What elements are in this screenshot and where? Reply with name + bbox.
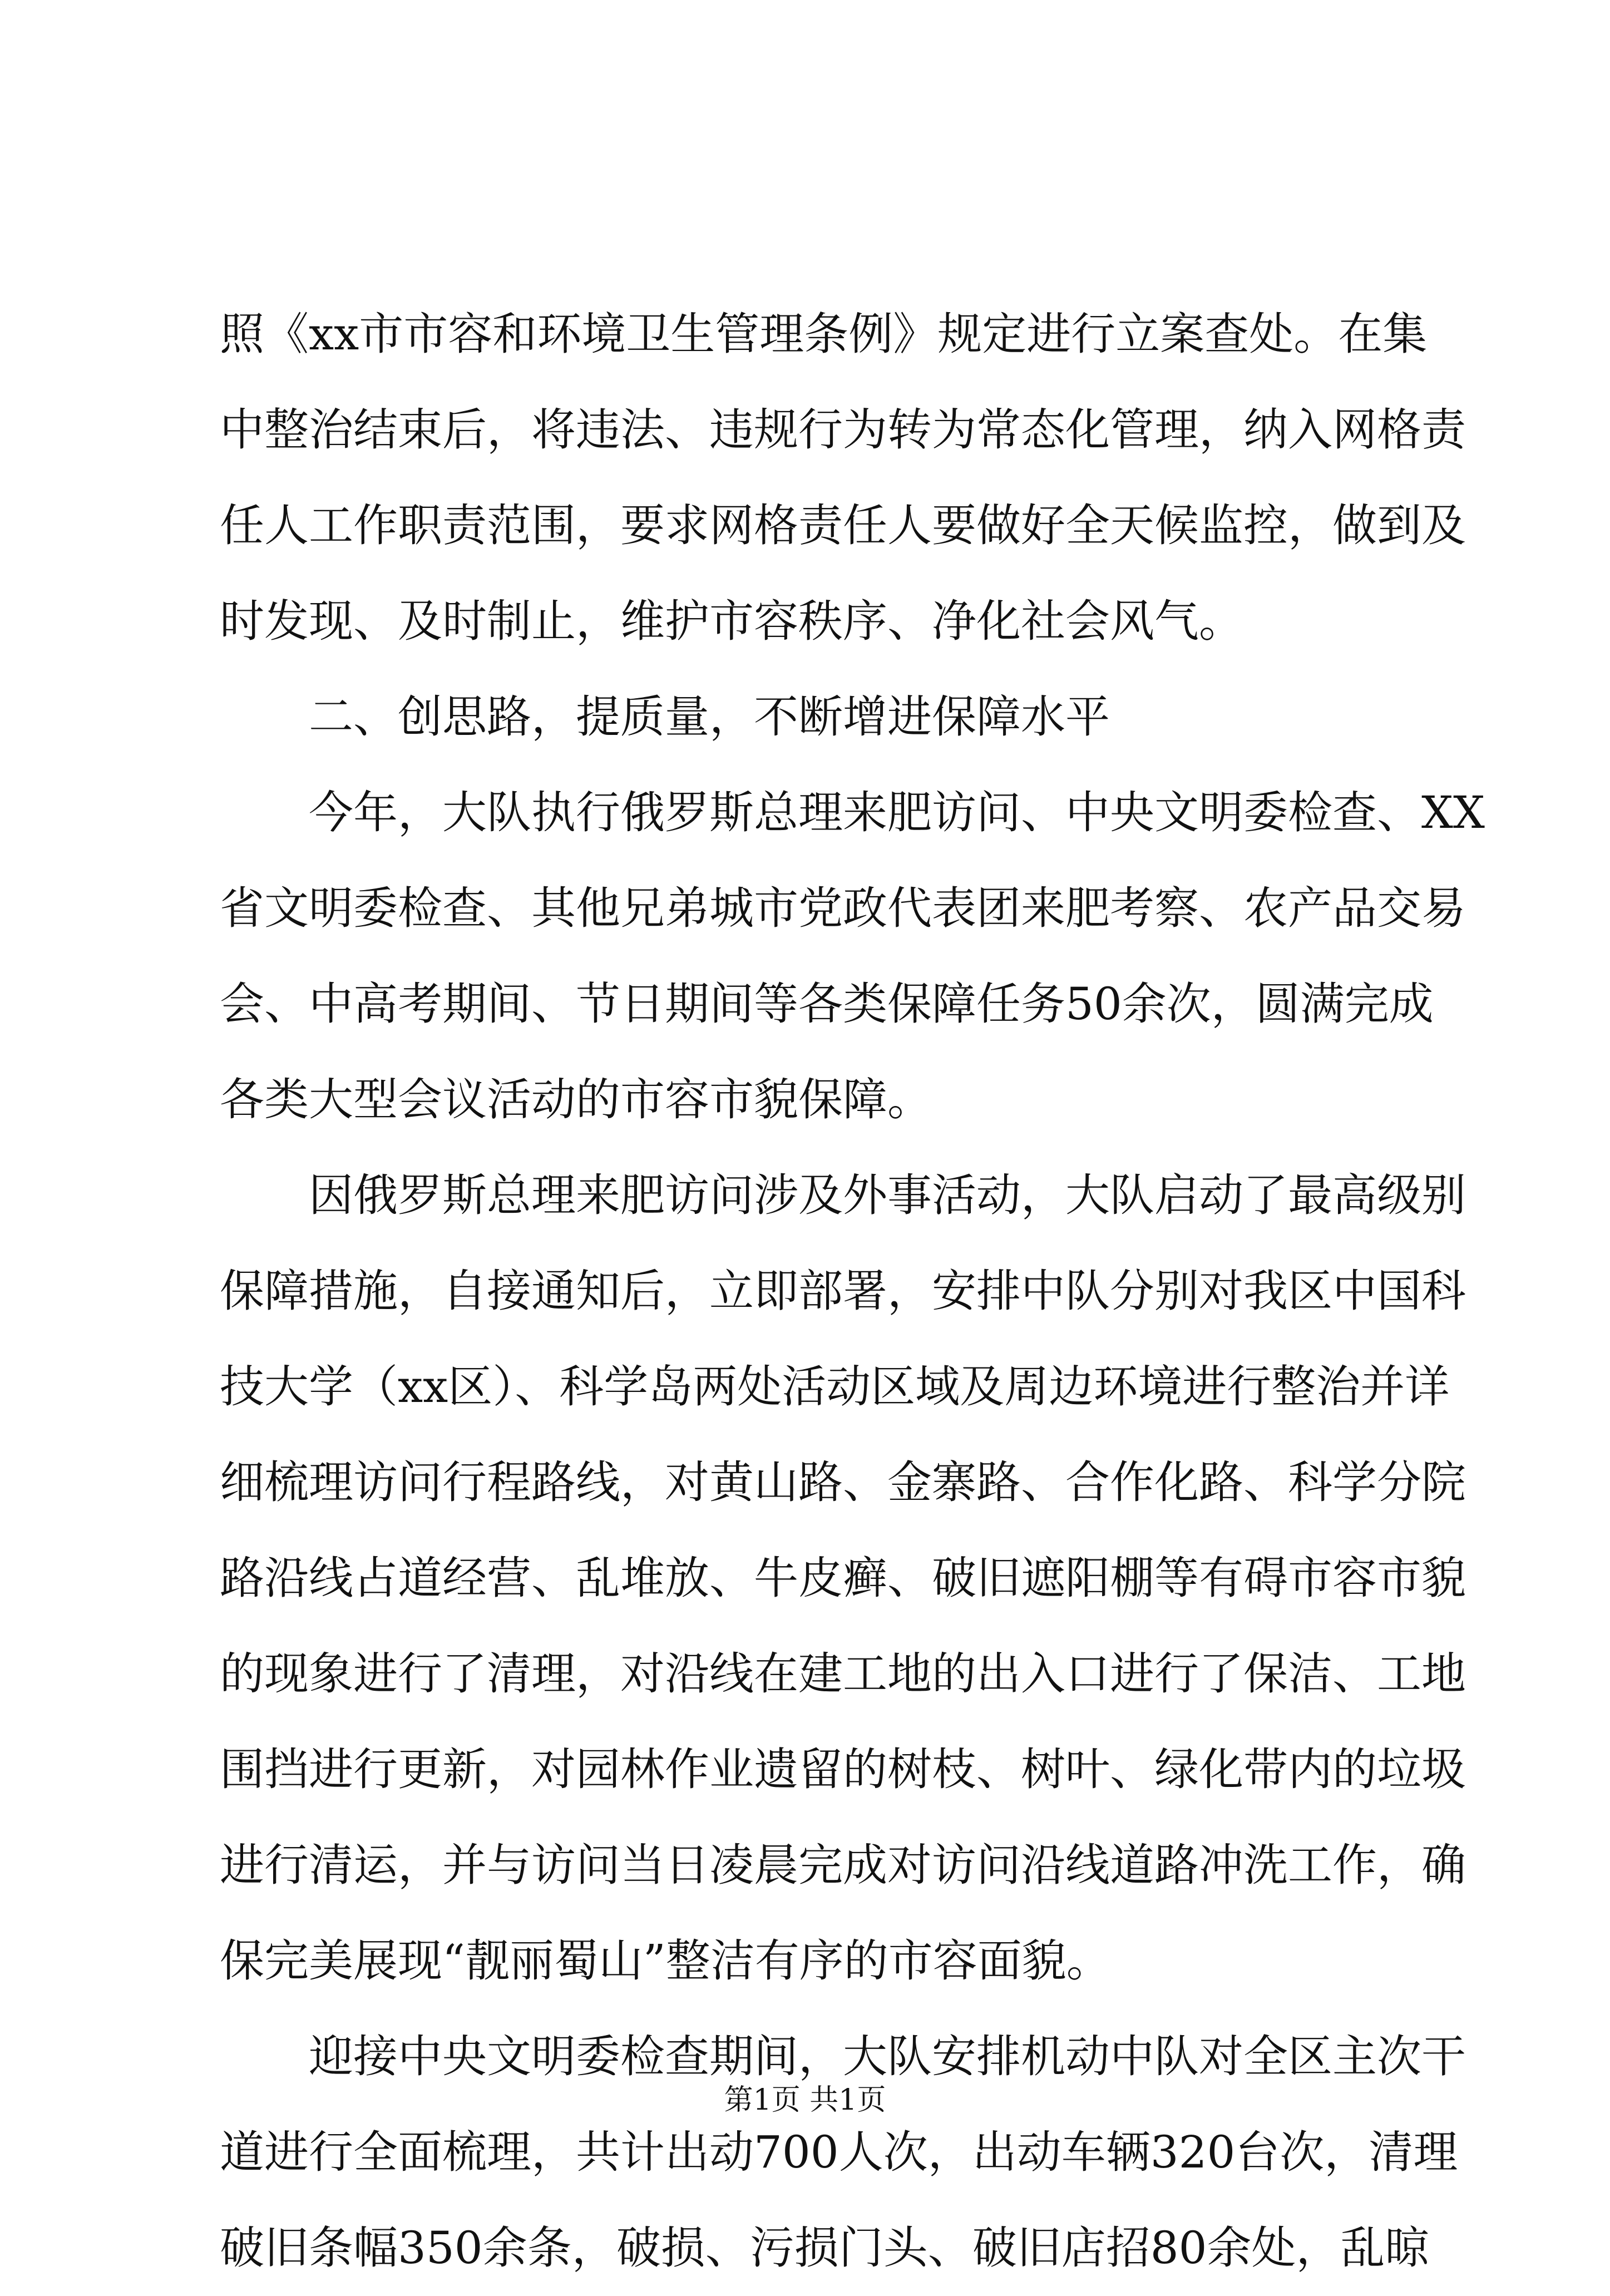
text-line: 任人工作职责范围，要求网格责任人要做好全天候监控，做到及 [220,500,1466,551]
text-line: 保障措施，自接通知后，立即部署，安排中队分别对我区中国科 [220,1265,1466,1317]
text-line: 进行清运，并与访问当日凌晨完成对访问沿线道路冲洗工作，确 [220,1839,1466,1891]
text-line: 因俄罗斯总理来肥访问涉及外事活动，大队启动了最高级别 [309,1169,1466,1221]
body-text [220,287,1485,2296]
text-line: 省文明委检查、其他兄弟城市党政代表团来肥考察、农产品交易 [220,882,1466,934]
text-line: 路沿线占道经营、乱堆放、牛皮癣、破旧遮阳棚等有碍市容市貌 [220,1552,1466,1604]
text-line: 会、中高考期间、节日期间等各类保障任务50余次，圆满完成 [220,978,1434,1030]
page-footer [0,2081,1610,2120]
text-line: 破旧条幅350余条，破损、污损门头、破旧店招80余处，乱晾 [220,2222,1430,2274]
text-line: 道进行全面梳理，共计出动700人次，出动车辆320台次，清理 [220,2126,1458,2178]
text-line: 中整治结束后，将违法、违规行为转为常态化管理，纳入网格责 [220,404,1466,456]
text-line: 保完美展现“靓丽蜀山”整洁有序的市容面貌。 [220,1935,1111,1987]
text-line: 细梳理访问行程路线，对黄山路、金寨路、合作化路、科学分院 [220,1456,1466,1508]
text-line: 各类大型会议活动的市容市貌保障。 [220,1074,932,1125]
text-line: 照《xx市市容和环境卫生管理条例》规定进行立案查处。在集 [220,308,1428,360]
section-heading: 二、创思路，提质量，不断增进保障水平 [309,691,1110,743]
text-line: 技大学（xx区）、科学岛两处活动区域及周边环境进行整治并详 [220,1361,1450,1413]
text-line: 围挡进行更新，对园林作业遗留的树枝、树叶、绿化带内的垃圾 [220,1744,1466,1795]
text-line: 今年，大队执行俄罗斯总理来肥访问、中央文明委检查、XX [309,787,1485,838]
page-number-label: 第1页 共1页 [724,2083,886,2117]
text-line: 迎接中央文明委检查期间，大队安排机动中队对全区主次干 [309,2031,1466,2082]
text-line: 的现象进行了清理，对沿线在建工地的出入口进行了保洁、工地 [220,1648,1466,1700]
text-line: 时发现、及时制止，维护市容秩序、净化社会风气。 [220,595,1243,647]
